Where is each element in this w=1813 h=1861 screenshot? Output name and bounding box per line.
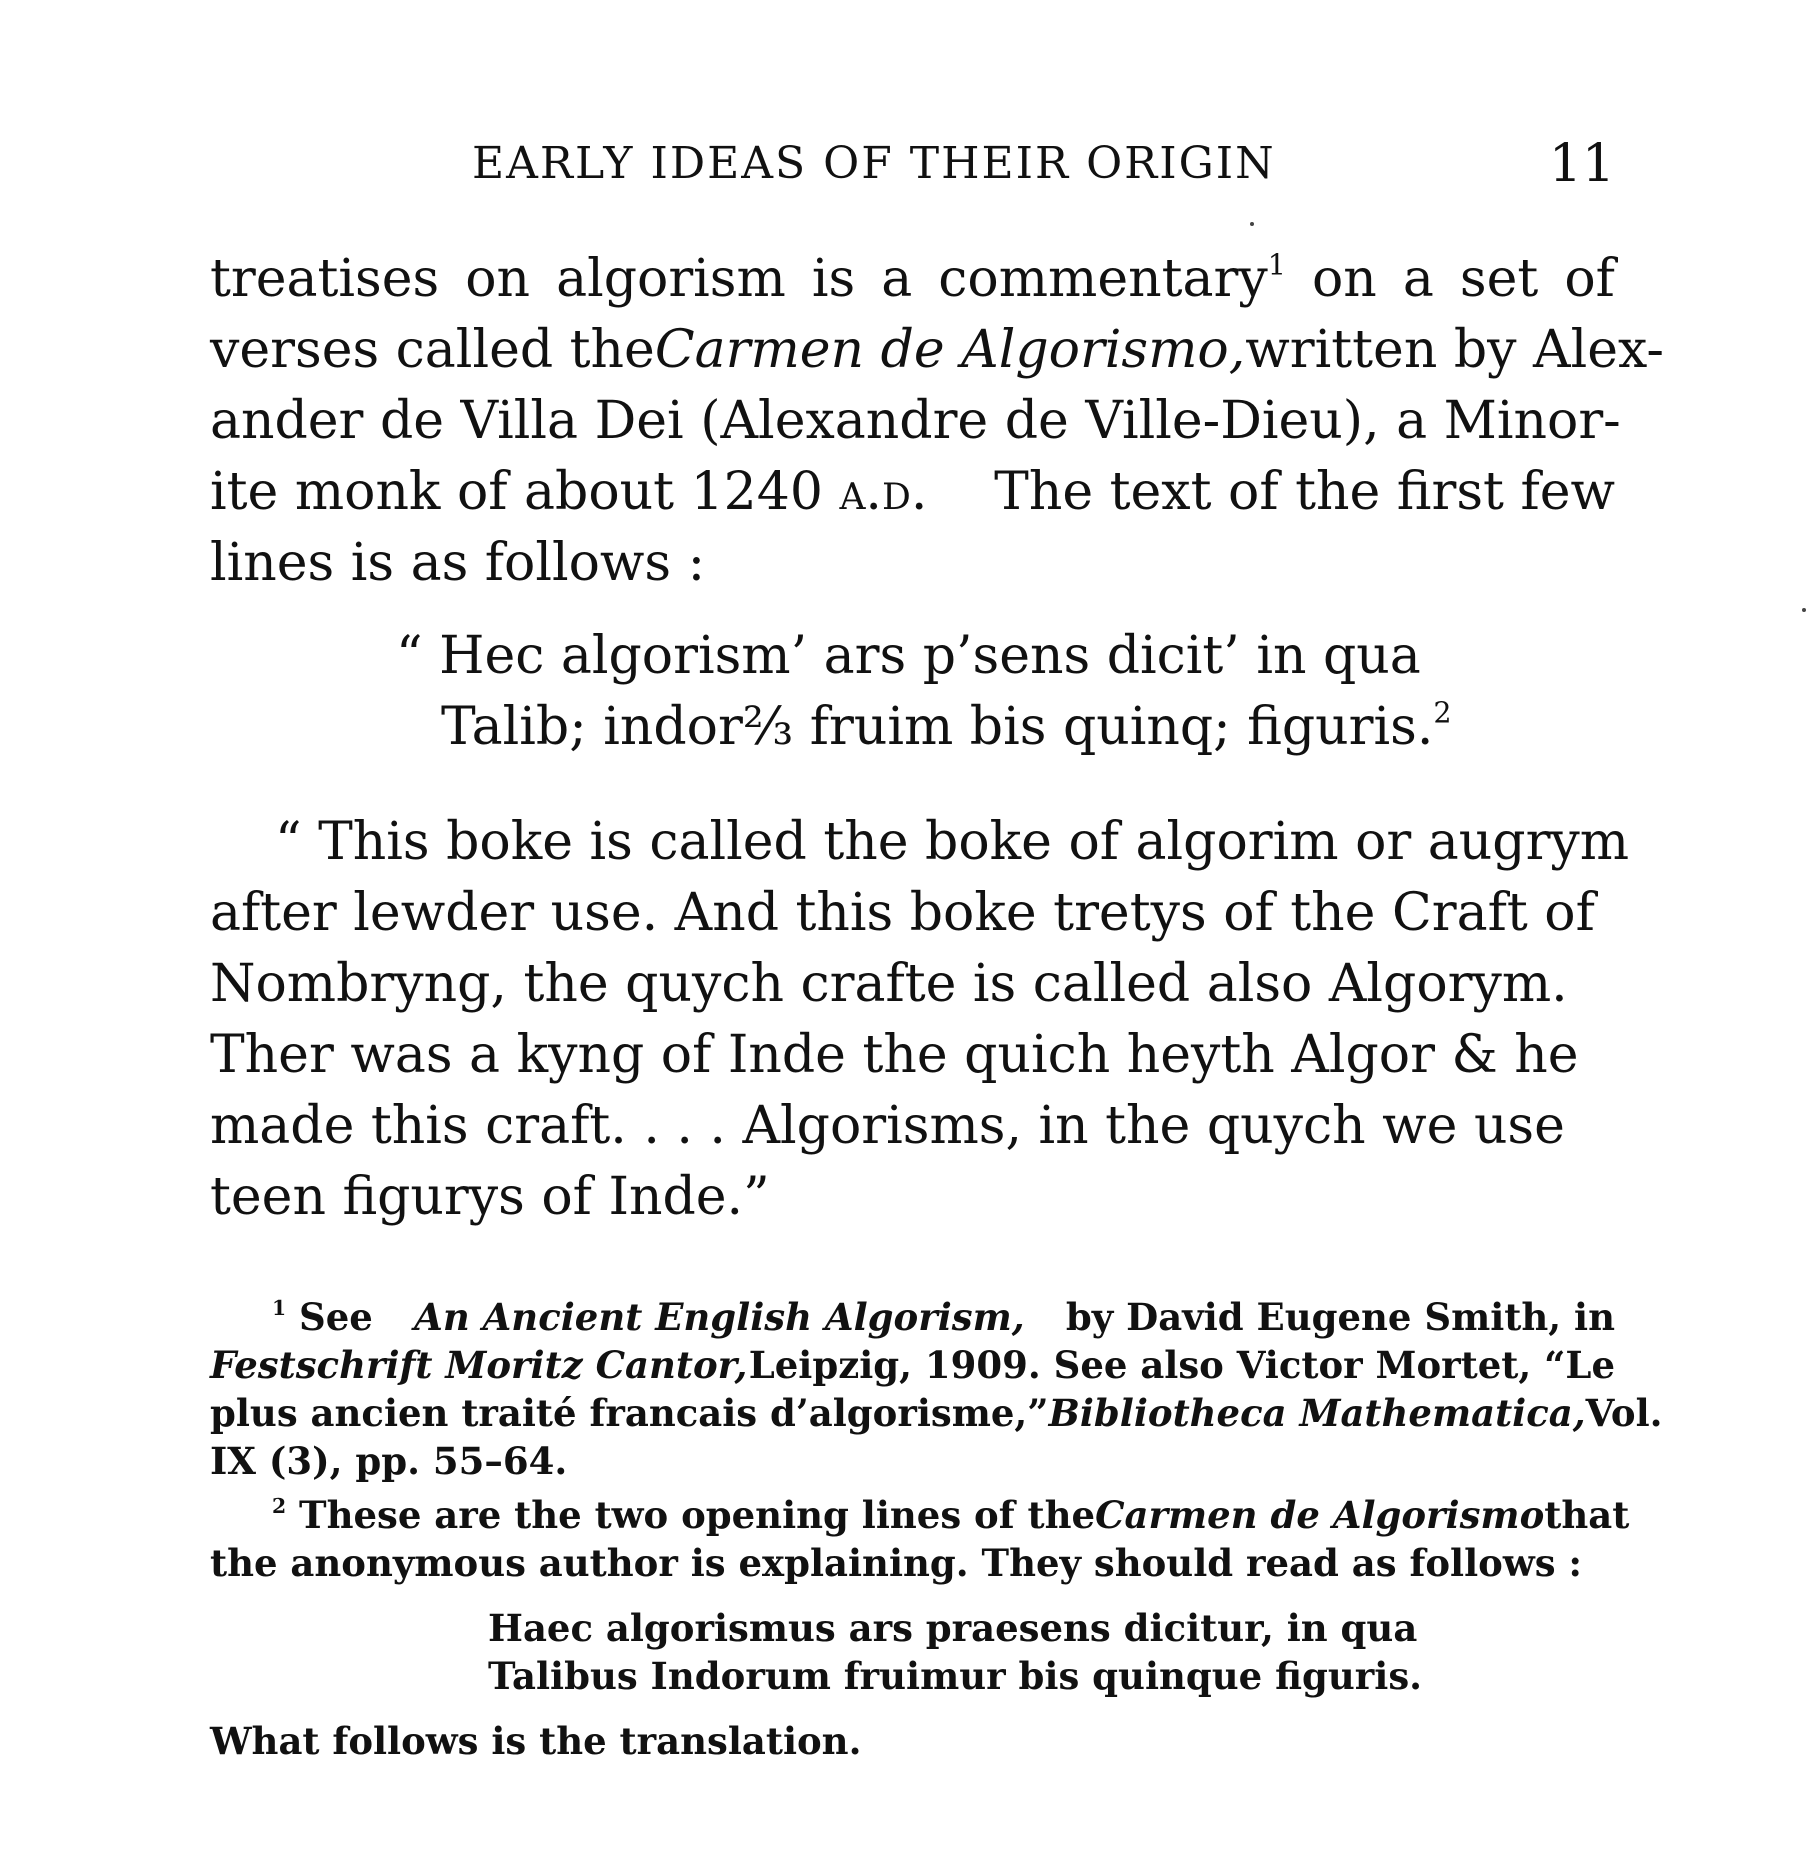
body-line-4: ite monk of about 1240 a.d. The text of the first few xyxy=(210,462,1615,522)
running-head xyxy=(210,134,1615,208)
title-carmen-de-algorismo-footnote: Carmen de Algorismo xyxy=(1095,1493,1545,1537)
footnote-2-line-after: What follows is the translation. xyxy=(210,1719,862,1763)
verse-line-2: Talib; indor⅔ fruim bis quinq; figuris.$^2$ xyxy=(441,695,1452,757)
title-bibliotheca-mathematica: Bibliotheca Mathematica, xyxy=(1048,1391,1586,1435)
quote-line-2: after lewder use. And this boke tretys of the Craft of xyxy=(210,883,1595,943)
footnote-2-verse-1: Haec algorismus ars praesens dicitur, in qua xyxy=(488,1606,1418,1650)
footnote-1-line-4: IX (3), pp. 55–64. xyxy=(210,1439,568,1483)
quote-line-3: Nombryng, the quych crafte is called also Algorym. xyxy=(210,954,1568,1014)
footnote-1-line-3: plus ancien traité francais d’algorisme,” Bibliotheca Mathematica, Vol. xyxy=(210,1391,1663,1435)
page-number: 11 xyxy=(1548,134,1615,194)
footnote-ref-1: 1 xyxy=(1267,247,1286,282)
scan-speck xyxy=(1802,608,1806,612)
footnote-2-marker: 2 xyxy=(272,1493,287,1518)
title-festschrift: Festschrift Moritz Cantor, xyxy=(210,1343,748,1387)
body-line-3: ander de Villa Dei (Alexandre de Ville-Dieu), a Minor- xyxy=(210,391,1621,451)
quote-line-6: teen figurys of Inde.” xyxy=(210,1167,770,1227)
body-line-5: lines is as follows : xyxy=(210,533,706,593)
quote-line-5: made this craft. . . . Algorisms, in the quych we use xyxy=(210,1096,1565,1156)
footnote-2-line-2: the anonymous author is explaining. They should read as follows : xyxy=(210,1541,1583,1585)
footnote-ref-2: 2 xyxy=(1433,695,1452,730)
quote-line-4: Ther was a kyng of Inde the quich heyth Algor & he xyxy=(210,1025,1579,1085)
footnote-1-line-2: Festschrift Moritz Cantor, Leipzig, 1909. See also Victor Mortet, “Le xyxy=(210,1343,1615,1387)
quote-line-1: “ This boke is called the boke of algorim or augrym xyxy=(275,812,1630,872)
body-line-2: verses called the Carmen de Algorismo, written by Alex- xyxy=(210,314,1615,386)
body-line-1: treatises on algorism is a commentary$^1$ on a set of xyxy=(210,247,1615,309)
footnote-2-line-1: $^2$ These are the two opening lines of the Carmen de Algorismo that xyxy=(272,1493,1630,1537)
title-ancient-english-algorism: An Ancient English Algorism, xyxy=(414,1295,1025,1339)
verse-line-1: “ Hec algorism’ ars p’sens dicit’ in qua xyxy=(396,626,1421,686)
era-abbrev: a.d. xyxy=(839,462,928,522)
running-title: EARLY IDEAS OF THEIR ORIGIN xyxy=(472,138,1276,189)
footnote-2-verse-2: Talibus Indorum fruimur bis quinque figuris. xyxy=(488,1654,1423,1698)
footnote-1-marker: 1 xyxy=(272,1295,287,1320)
footnote-1-line-1: $^1$ See An Ancient English Algorism, by David Eugene Smith, in xyxy=(272,1295,1615,1339)
title-carmen-de-algorismo: Carmen de Algorismo, xyxy=(654,320,1246,380)
scan-speck xyxy=(1250,222,1254,226)
